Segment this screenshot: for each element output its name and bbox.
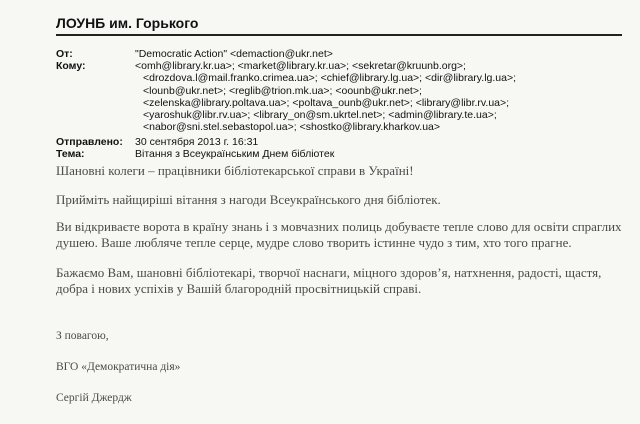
body-paragraph: Ви відкриваєте ворота в країну знань і з мовчазних полиць добуваєте тепле слово для освіти спраглих душею. Ваше любляче тепле серце, мудре слово творить істинне чудо з тим, хто того прагне. [56,219,622,250]
closing-regards: З повагою, [56,330,109,342]
organization-name: ВГО «Демократична дія» [56,361,181,373]
wishes-paragraph: Бажаємо Вам, шановні бібліотекарі, творчої наснаги, міцного здоров’я, натхнення, радості, щастя, добра і нових успіхів у Вашій благородній просвітницькій справі. [56,265,602,296]
greeting-line: Шановні колеги – працівники бібліотекарської справи в Україні! [56,163,414,178]
header-divider [56,34,622,36]
subject-label: Тема: [56,148,85,160]
congrats-paragraph: Прийміть найщиріші вітання з нагоди Всеукраїнського дня бібліотек. [56,192,441,207]
recipient-line: <drozdova.l@mail.franko.crimea.ua>; <chief@library.lg.ua>; <dir@library.lg.ua>; [143,72,517,85]
recipient-line: <lounb@ukr.net>; <reglib@trion.mk.ua>; <oounb@ukr.net>; [143,84,422,97]
page-title: ЛОУНБ им. Горького [56,15,199,31]
sent-label: Отправлено: [56,136,123,148]
from-label: От: [56,48,73,60]
signer-name: Сергій Джердж [56,392,132,404]
sent-value: 30 сентября 2013 г. 16:31 [135,136,259,148]
from-value: "Democratic Action" <demaction@ukr.net> [135,48,333,60]
recipient-line: <yaroshuk@libr.rv.ua>; <library_on@sm.ukrtel.net>; <admin@library.te.ua>; [143,109,497,122]
recipient-line: <omh@library.kr.ua>; <market@library.kr.ua>; <sekretar@kruunb.org>; [135,60,466,72]
recipients-list [135,60,516,134]
subject-value: Вітання з Всеукраїнським Днем бібліотек [135,148,335,160]
recipient-line: <zelenska@library.poltava.ua>; <poltava_ounb@ukr.net>; <library@libr.rv.ua>; [143,96,510,109]
recipient-line: <nabor@sni.stel.sebastopol.ua>; <shostko@library.kharkov.ua> [143,121,441,134]
to-label: Кому: [56,60,86,72]
